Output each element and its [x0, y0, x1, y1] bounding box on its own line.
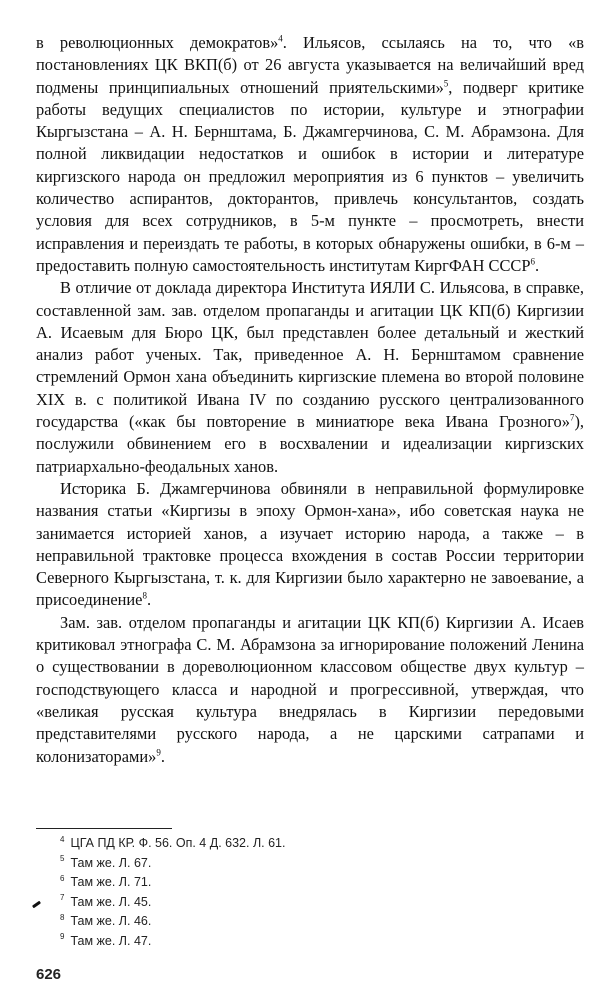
- footnote-text: Там же. Л. 47.: [70, 933, 152, 948]
- footnote-ref: 5: [443, 78, 449, 89]
- footnote-text: Там же. Л. 71.: [70, 875, 152, 889]
- body-text: [36, 32, 584, 768]
- footnote-ref: 9: [156, 747, 161, 758]
- text-run: в революционных демократов»: [36, 33, 279, 52]
- footnote: [60, 834, 285, 854]
- text-run: . Ильясов, ссылаясь на то, что «в постановлениях ЦК ВКП(б) от 26 августа указывается на величайший вред подмены принципиальных отношений приятельскими»: [36, 33, 584, 97]
- text-run: .: [534, 255, 540, 275]
- text-run: ), послужили обвинением его в восхвалении и идеализации киргизских патриархально-феодальных ханов.: [36, 412, 584, 476]
- footnotes: [60, 834, 285, 951]
- footnote: [60, 912, 285, 932]
- footnote-number: 5: [60, 854, 65, 864]
- paragraph: [36, 32, 584, 277]
- paragraph: [36, 612, 584, 768]
- footnote-divider: [36, 828, 172, 829]
- text-run: Историка Б. Джамгерчинова обвиняли в неправильной формулировке названия статьи «Киргизы в эпоху Ормон-хана», ибо советская наука не занимается историей ханов, а изучает историю народа, а также – в неправильной трактовке процесса вхождения в состав России территории Северного Кыргызстана, т. к. для Киргизии было характерно не завоевание, а присоединение: [36, 478, 584, 610]
- footnote-ref: 7: [569, 412, 575, 423]
- footnote-number: 9: [60, 932, 65, 942]
- text-run: .: [160, 746, 165, 766]
- footnote: [60, 893, 285, 913]
- footnote-ref: 4: [278, 33, 283, 44]
- footnote-text: Там же. Л. 46.: [70, 914, 152, 928]
- footnote-number: 7: [60, 893, 65, 903]
- footnote-ref: 8: [142, 590, 147, 601]
- text-run: Зам. зав. отделом пропаганды и агитации ЦК КП(б) Киргизии А. Исаев критиковал этнографа С. М. Абрамзона за игнорирование положений Ленина о существовании в дореволюционном классовом обществе двух культур – господствующего класса и народной и прогрессивной, утверждая, что «великая русская культура внедрялась в Киргизии передовыми представителями русского народа, а не царскими сатрапами и колонизаторами»: [36, 612, 584, 766]
- footnote-number: 8: [60, 912, 65, 922]
- text-run: , подверг критике работы ведущих специалистов по истории, культуре и этнографии Кыргызстана – А. Н. Бернштама, Б. Джамгерчинова, С. М. Абрамзона. Для полной ликвидации недостатков и ошибок в истории и литературе киргизского народа он предложил мероприятия из 6 пунктов – увеличить количество аспирантов, докторантов, привлечь консультантов, создать условия для всех сотрудников, в 5-м пункте – просмотреть, внести исправления и переиздать те работы, в которых обнаружены ошибки, в 6-м – предоставить полную самостоятельность институтам КиргФАН СССР: [36, 77, 584, 275]
- footnote-number: 4: [60, 834, 65, 844]
- text-run: .: [146, 590, 152, 610]
- footnote-number: 6: [60, 873, 65, 883]
- footnote-ref: 6: [530, 256, 535, 267]
- text-run: В отличие от доклада директора Института ИЯЛИ С. Ильясова, в справке, составленной зам. зав. отделом пропаганды и агитации ЦК КП(б) Киргизии А. Исаевым для Бюро ЦК, был представлен более детальный и жесткий анализ работ ученых. Так, приведенное А. Н. Бернштамом сравнение стремлений Ормон хана объединить киргизские племена во второй половине XIX в. с политикой Ивана IV по созданию русского централизованного государства («как бы повторение в миниатюре века Ивана Грозного»: [36, 278, 584, 432]
- paragraph: [36, 478, 584, 612]
- footnote: [60, 873, 285, 893]
- footnote-text: Там же. Л. 45.: [70, 894, 152, 909]
- footnote-text: Там же. Л. 67.: [70, 855, 152, 870]
- footnote-text: ЦГА ПД КР. Ф. 56. Оп. 4 Д. 632. Л. 61.: [70, 836, 286, 850]
- ink-mark: [32, 901, 41, 909]
- footnote: [60, 854, 285, 874]
- footnote: [60, 932, 285, 952]
- paragraph: [36, 277, 584, 478]
- page-number: 626: [36, 966, 62, 983]
